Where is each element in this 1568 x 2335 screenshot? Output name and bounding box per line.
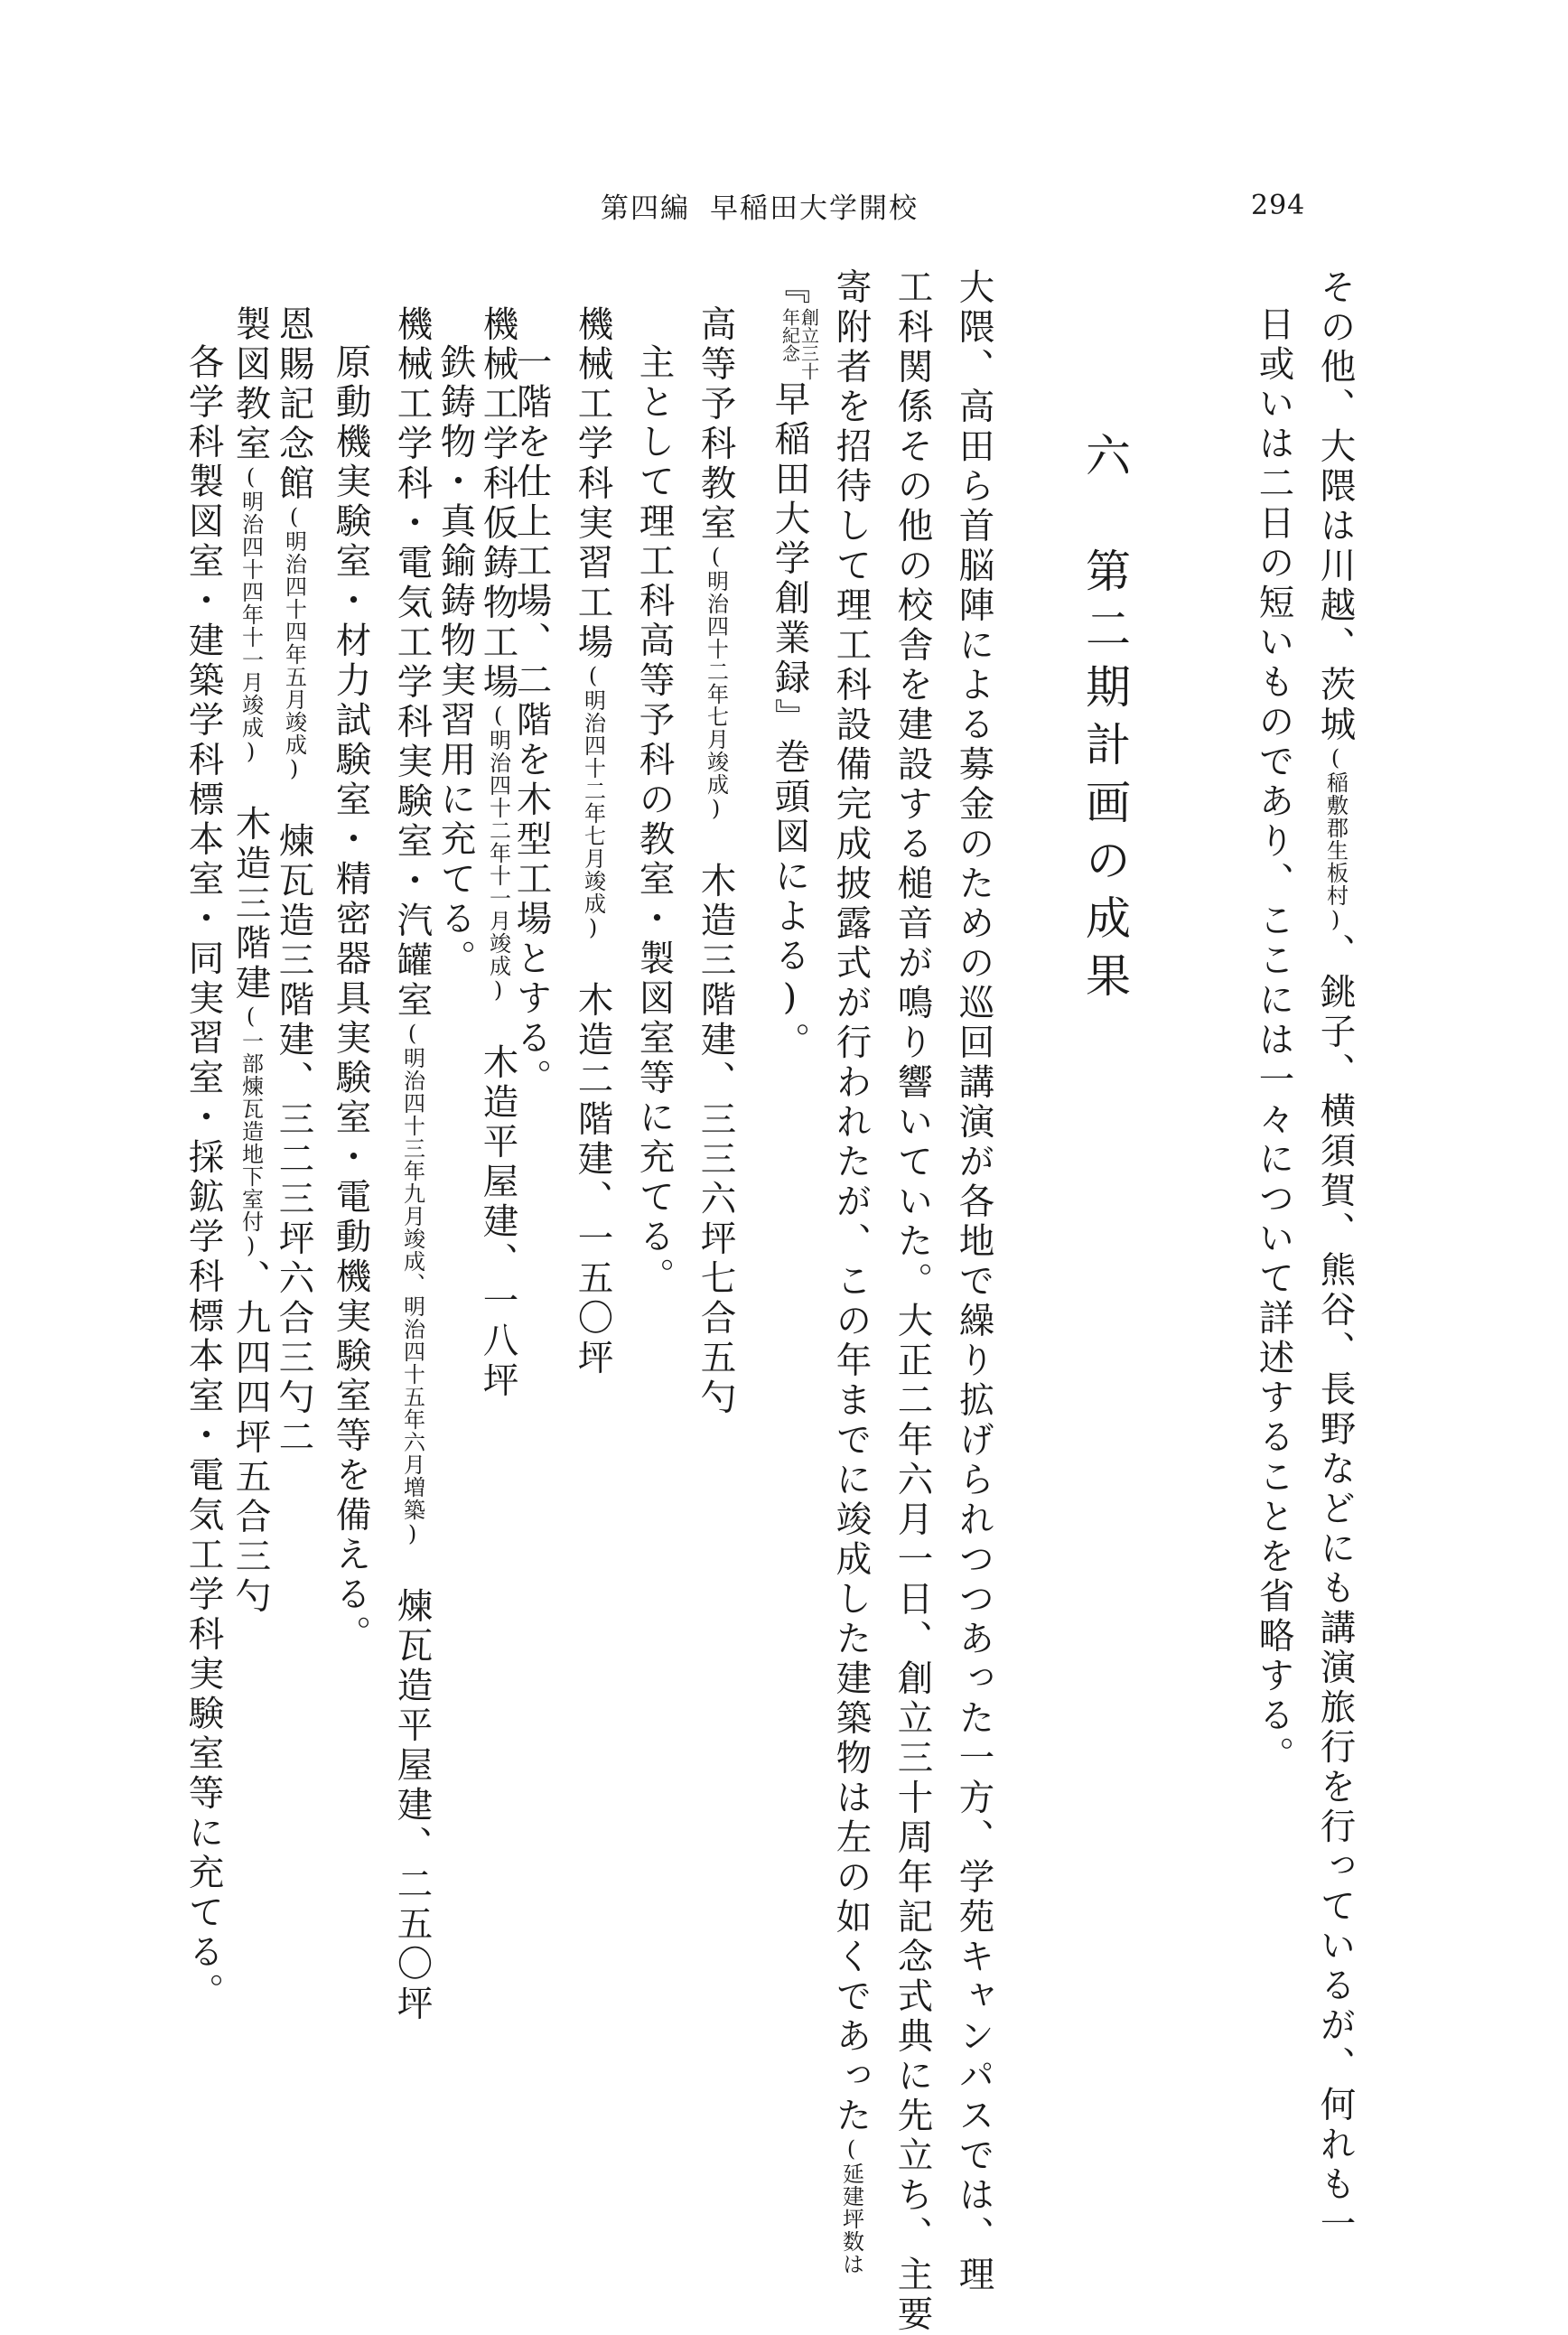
text-span: 寄附者を招待して理工科設備完成披露式が行われたが、この年までに竣成した建築物は左の如くであった bbox=[830, 268, 873, 2136]
building-name: 製図教室 bbox=[229, 305, 272, 464]
building-spec: 木造平屋建、一八坪 bbox=[477, 1004, 519, 1401]
building-desc: 原動機実験室・材力試験室・精密器具実験室・電動機実験室等を備える。 bbox=[330, 343, 372, 1655]
building-name: 機械工学科・電気工学科実験室・汽罐室 bbox=[391, 305, 434, 1021]
part-label: 第四編 bbox=[601, 192, 690, 225]
building-date: (明治四十四年十一月竣成) bbox=[238, 464, 264, 765]
running-head bbox=[601, 185, 919, 226]
building-desc: 各学科製図室・建築学科標本室・同実習室・採鉱学科標本室・電気工学科実験室等に充てる。 bbox=[182, 343, 225, 2013]
text-column-b4 bbox=[391, 305, 434, 2024]
text-column-b4-desc bbox=[330, 343, 372, 1655]
building-desc: 一階を仕上工場、二階を木型工場とする。 bbox=[510, 343, 553, 1098]
building-desc: 鉄鋳物・真鍮鋳物実習用に充てる。 bbox=[434, 343, 477, 979]
text-column-1 bbox=[1314, 268, 1357, 2245]
annotation: (稲敷郡生板村) bbox=[1322, 745, 1349, 933]
text-span: 早稲田大学創業録』巻頭図による)。 bbox=[769, 380, 811, 1062]
text-column-p4 bbox=[771, 268, 818, 1062]
text-column-b5 bbox=[273, 305, 315, 1458]
section-heading bbox=[1078, 432, 1131, 1010]
building-date: (明治四十二年十一月竣成) bbox=[485, 703, 511, 1004]
text-span: 工科関係その他の校舎を建設する槌音が鳴り響いていた。大正二年六月一日、創立三十周年記念式典に先立ち、主要 bbox=[891, 268, 934, 2335]
text-column-b2 bbox=[572, 305, 614, 1378]
text-span: その他、大隈は川越、茨城 bbox=[1314, 268, 1357, 745]
text-column-p3 bbox=[830, 268, 873, 2275]
heading-text: 六 第二期計画の成果 bbox=[1078, 432, 1131, 1010]
annotation: (一部煉瓦造地下室付) bbox=[238, 1004, 264, 1259]
page-number: 294 bbox=[1251, 190, 1306, 221]
building-spec: 木造三階建、三三六坪七合五勺 bbox=[695, 822, 737, 1418]
building-name: 恩賜記念館 bbox=[273, 305, 315, 504]
text-column-b1-desc bbox=[633, 343, 676, 1297]
chapter-title: 早稲田大学開校 bbox=[710, 192, 919, 225]
text-span: 大隈、高田ら首脳陣による募金のための巡回講演が各地で繰り拡げられつつあった一方、学苑キャンパスでは、理 bbox=[953, 268, 995, 2295]
building-spec: 木造二階建、一五〇坪 bbox=[572, 941, 614, 1378]
text-column-b6-desc bbox=[182, 343, 225, 2013]
text-span: 日或いは二日の短いものであり、ここには一々について詳述することを省略する。 bbox=[1253, 305, 1295, 1776]
text-column-b3 bbox=[477, 305, 519, 1401]
annotation: (延建坪数は bbox=[838, 2136, 864, 2275]
building-desc: 主として理工科高等予科の教室・製図室等に充てる。 bbox=[633, 343, 676, 1297]
warichu-line-2: 年紀念 bbox=[779, 308, 801, 362]
building-name: 機械工学科仮鋳物工場 bbox=[477, 305, 519, 703]
building-date: (明治四十三年九月竣成、明治四十五年六月増築) bbox=[399, 1021, 425, 1547]
building-date: (明治四十二年七月竣成) bbox=[703, 544, 729, 822]
building-spec: 煉瓦造三階建、三二三坪六合三勺二 bbox=[273, 782, 315, 1458]
text-column-p1 bbox=[953, 268, 995, 2295]
warichu-line-1: 創立三十 bbox=[798, 308, 820, 380]
building-spec: 煉瓦造平屋建、二五〇坪 bbox=[391, 1547, 434, 2024]
text-span: 『 bbox=[769, 268, 811, 308]
building-name: 高等予科教室 bbox=[695, 305, 737, 544]
building-spec: 木造三階建 bbox=[229, 765, 272, 1004]
text-span: 、銚子、横須賀、熊谷、長野などにも講演旅行を行っているが、何れも一 bbox=[1314, 933, 1357, 2245]
text-column-p2 bbox=[891, 268, 934, 2335]
building-spec: 、九四四坪五合三勺 bbox=[229, 1259, 272, 1617]
building-date: (明治四十二年七月竣成) bbox=[580, 663, 606, 941]
building-date: (明治四十四年五月竣成) bbox=[281, 504, 307, 782]
text-column-b1 bbox=[695, 305, 737, 1418]
text-column-b6 bbox=[229, 305, 272, 1617]
warichu-annotation bbox=[780, 308, 818, 380]
text-column-b3-desc bbox=[434, 343, 477, 979]
building-name: 機械工学科実習工場 bbox=[572, 305, 614, 663]
text-column-2 bbox=[1253, 305, 1295, 1776]
